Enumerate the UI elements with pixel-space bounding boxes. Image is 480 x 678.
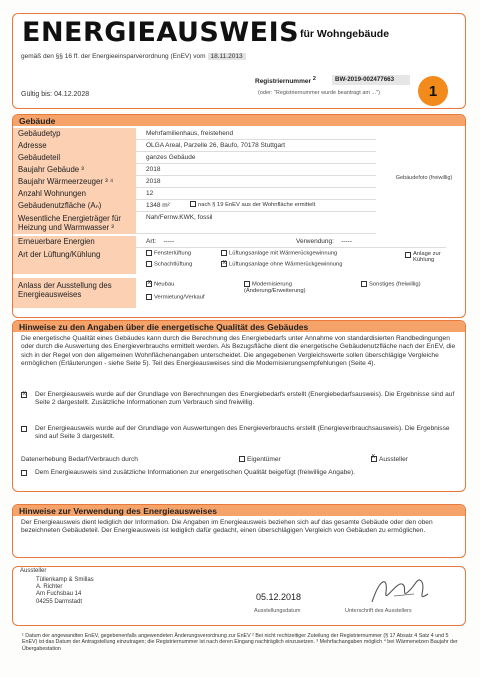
- registration-label: [255, 76, 316, 85]
- row-address: [13, 140, 466, 152]
- row-value: ganzes Gebäude: [136, 152, 376, 164]
- row-renewables: [13, 236, 466, 248]
- cooling-option: [405, 251, 460, 263]
- registration-number: BW-2019-002477663: [332, 75, 410, 85]
- row-building-type: [13, 128, 466, 140]
- reason-rent-sale-label: Vermietung/Verkauf: [154, 294, 205, 301]
- renewables-use-label: Verwendung:: [296, 238, 334, 245]
- signature-label: Unterschrift des Ausstellers: [345, 608, 412, 614]
- renewables-use: [286, 236, 446, 248]
- quality-notes-heading: Hinweise zu den Angaben über die energetische Qualität des Gebäudes: [13, 321, 465, 332]
- extra-info-text: Dem Energieausweis sind zusätzliche Informationen zur energetischen Qualität beigefügt (freiwillige Angabe).: [35, 469, 355, 476]
- issuer-label: Aussteller: [379, 456, 408, 463]
- row-apartments: [13, 188, 466, 200]
- page-title: ENERGIEAUSWEIS: [22, 17, 300, 48]
- row-label: Anlass der Ausstellung des Energieausweises: [13, 278, 136, 308]
- vent-window-checkbox[interactable]: [146, 250, 152, 256]
- row-value: 2018: [136, 164, 376, 176]
- usage-notes-heading: Hinweise zur Verwendung des Energieausweises: [13, 505, 465, 516]
- vent-window-label: Fensterlüftung: [154, 250, 192, 257]
- row-label: Erneuerbare Energien: [13, 236, 136, 248]
- reason-new-build-checkbox[interactable]: [146, 281, 152, 287]
- row-value: 12: [136, 188, 376, 200]
- usage-notes-text: Der Energieausweis dient lediglich der Information. Die Angaben im Energieausweis beziehen sich auf das gesamte Gebäude oder den oben bezeichneten Gebäudeteil. Der Energieausweis ist lediglich dafür gedacht, einen überschlägigen Vergleich von Gebäuden zu ermöglichen.: [21, 519, 433, 535]
- row-label: Baujahr Gebäude ³: [13, 164, 136, 176]
- page-subtitle: für Wohngebäude: [300, 28, 390, 40]
- signature-image: [366, 572, 436, 610]
- row-label: Baujahr Wärmeerzeuger ³ ⁴: [13, 176, 136, 188]
- vent-shaft-label: Schachtlüftung: [154, 261, 193, 268]
- row-value: 1348 m²: [136, 200, 186, 212]
- vent-no-recovery: [221, 261, 342, 268]
- quality-notes-text: Die energetische Qualität eines Gebäudes kann durch die Berechnung des Energiebedarfs unter Annahme von standardisierten Randbedingungen oder durch die Auswertung des Energieverbrauchs ermittelt werden. Als Bezugsfläche dient die energetische Gebäudenutzfläche nach der EnEV, die sich in der Regel von den allgemeinen Wohnflächenangaben unterscheidet. Die angegebenen Vergleichswerte sollen überschlägige Vergleiche ermöglichen (Erläuterungen - siehe Seite 5). Teil des Energieausweises sind die Modernisierungsempfehlungen (Seite 4).: [21, 335, 456, 367]
- law-text: gemäß den §§ 16 ff. der Energieeinsparverordnung (EnEV) vom: [21, 53, 206, 60]
- vent-shaft: [146, 261, 192, 268]
- cooling-checkbox[interactable]: [405, 252, 411, 258]
- reason-other-label: Sonstiges (freiwillig): [369, 281, 421, 288]
- renewables-type-value: -----: [163, 238, 175, 245]
- issuer-line: Tüllenkamp & Smillas: [36, 577, 94, 583]
- reason-other: [361, 281, 421, 288]
- row-energy-carrier: [13, 212, 466, 234]
- owner-checkbox[interactable]: [239, 456, 245, 462]
- reason-new-build: [146, 281, 174, 288]
- issue-date-label: Ausstellungsdatum: [254, 608, 301, 614]
- vent-no-recovery-checkbox[interactable]: [221, 261, 227, 267]
- issuer-line: 04255 Darmstadt: [36, 598, 83, 605]
- reason-other-checkbox[interactable]: [361, 281, 367, 287]
- page-number-badge: 1: [418, 76, 448, 106]
- cooling-label: Anlage zur Kühlung: [413, 251, 441, 263]
- demand-text: Der Energieausweis wurde auf der Grundlage von Berechnungen des Energiebedarfs erstellt (Energiebedarfsausweis). Die Ergebnisse sind auf Seite 2 dargestellt. Zusätzliche Informationen zum Verbrauch sind freiwillig.: [35, 391, 455, 407]
- row-label: Gebäudenutzfläche (Aₙ): [13, 200, 136, 212]
- issuer-address: [36, 577, 94, 606]
- vent-no-recovery-label: Lüftungsanlage ohne Wärmerückgewinnung: [229, 261, 343, 268]
- renewables-type-label: Art:: [146, 238, 157, 245]
- valid-until: Gültig bis: 04.12.2028: [21, 91, 90, 98]
- row-value: Mehrfamilienhaus, freistehend: [136, 128, 376, 140]
- renewables-type: [136, 236, 286, 248]
- consumption-text: Der Energieausweis wurde auf der Grundlage von Auswertungen des Energieverbrauchs erstellt (Energieverbrauchsausweis). Die Ergebnisse sind auf Seite 3 dargestellt.: [35, 425, 450, 441]
- row-issuing-reason: [13, 278, 466, 308]
- registration-footnote-mark: 2: [312, 76, 316, 82]
- reason-options: [136, 278, 456, 308]
- option-extra-info: [21, 469, 461, 477]
- row-label: Wesentliche Energieträger für Heizung und Warmwasser ³: [13, 212, 136, 234]
- footnotes: ¹ Datum der angewandten EnEV, gegebenenfalls angewendeten Änderungsverordnung zur EnEV ² Bei nicht rechtzeitiger Zuteilung der Registriernummer (§ 17 Absatz 4 Satz 4 und 5 EnEV) ist das Datum der Antragstellung einzutragen; die Registriernummer ist nach deren Eingang nachträglich einzusetzen. ³ Mehrfachangaben möglich ⁴ bei Wärmenetzen Baujahr der Übergabestation: [22, 633, 458, 652]
- area-note: [186, 200, 376, 212]
- issuer-line: A. Richter: [36, 584, 63, 591]
- reason-rent-sale-checkbox[interactable]: [146, 294, 152, 300]
- row-label: Gebäudetyp: [13, 128, 136, 140]
- quality-notes-section: [12, 320, 466, 492]
- row-label: Anzahl Wohnungen: [13, 188, 136, 200]
- data-source-row: [21, 456, 461, 464]
- vent-window: [146, 250, 191, 257]
- vent-recovery: [221, 250, 337, 257]
- reason-modernisation-checkbox[interactable]: [244, 281, 250, 287]
- law-date: 18.11.2013: [208, 53, 246, 60]
- reason-modernisation: [244, 281, 334, 294]
- row-ventilation: [13, 248, 466, 274]
- registration-note: (oder: "Registriernummer wurde beantragt am ..."): [258, 90, 380, 96]
- row-value: OLGA Areal, Parzelle 26, Baufo, 70178 Stuttgart: [136, 140, 376, 152]
- area-checkbox[interactable]: [190, 201, 196, 207]
- consumption-checkbox[interactable]: [21, 426, 27, 432]
- building-section: [12, 114, 466, 318]
- option-consumption-certificate: [21, 425, 461, 442]
- data-source-label: Datenerhebung Bedarf/Verbrauch durch: [21, 456, 138, 463]
- row-label: Adresse: [13, 140, 136, 152]
- reason-new-build-label: Neubau: [154, 281, 175, 288]
- extra-info-checkbox[interactable]: [21, 470, 27, 476]
- row-label: Art der Lüftung/Kühlung: [13, 248, 136, 274]
- demand-checkbox[interactable]: [21, 392, 27, 398]
- vent-recovery-checkbox[interactable]: [221, 250, 227, 256]
- reason-rent-sale: [146, 294, 205, 301]
- row-value: 2018: [136, 176, 376, 188]
- issuer-line: Am Fuchsbau 14: [36, 591, 82, 598]
- vent-recovery-label: Lüftungsanlage mit Wärmerückgewinnung: [229, 250, 338, 257]
- registration-label-text: Registriernummer: [255, 78, 311, 86]
- issuer-label-heading: Aussteller: [20, 568, 47, 574]
- row-usable-area: [13, 200, 466, 212]
- option-demand-certificate: [21, 391, 461, 408]
- area-note-text: nach § 19 EnEV aus der Wohnfläche ermittelt: [198, 202, 316, 208]
- law-reference: [21, 53, 246, 60]
- vent-shaft-checkbox[interactable]: [146, 261, 152, 267]
- owner-label: Eigentümer: [247, 456, 281, 463]
- renewables-use-value: -----: [341, 238, 353, 245]
- issue-date: 05.12.2018: [256, 592, 302, 602]
- building-heading: Gebäude: [13, 115, 465, 126]
- issuer-checkbox[interactable]: [371, 456, 377, 462]
- data-source-owner: [239, 456, 281, 464]
- reason-modernisation-label: Modernisierung (Änderung/Erweiterung): [244, 281, 306, 294]
- row-value: Nah/Fernw.KWK, fossil: [136, 212, 376, 234]
- usage-notes-section: [12, 504, 466, 558]
- row-building-part: [13, 152, 466, 164]
- row-label: Gebäudeteil: [13, 152, 136, 164]
- photo-placeholder: Gebäudefoto (freiwillig): [395, 175, 453, 181]
- data-source-issuer: [371, 456, 408, 464]
